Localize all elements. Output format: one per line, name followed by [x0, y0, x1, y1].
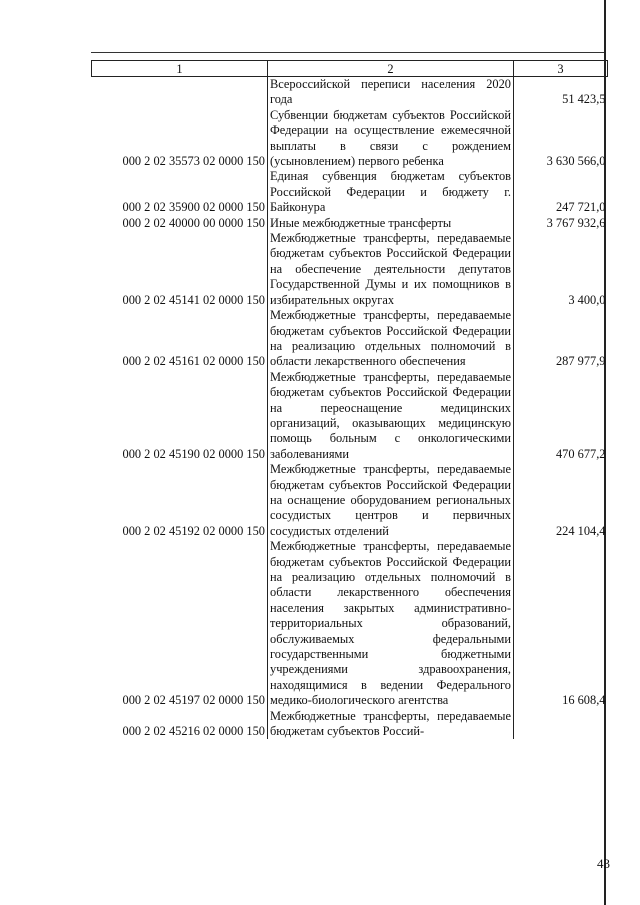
row-name: Иные межбюджетные трансферты: [268, 216, 514, 231]
table-row: [92, 231, 608, 308]
row-code: [92, 77, 268, 108]
table-row: [92, 709, 608, 740]
row-amount: 247 721,0: [555, 200, 606, 215]
table-row: [92, 308, 608, 370]
row-code: 000 2 02 35900 02 0000 150: [122, 200, 265, 215]
column-header-amount: 3: [514, 61, 608, 77]
row-amount: 3 767 932,6: [546, 215, 606, 230]
table-row: [92, 169, 608, 215]
table-row: [92, 539, 608, 708]
row-code: 000 2 02 45192 02 0000 150: [122, 523, 265, 538]
page-number: 43: [597, 856, 610, 871]
row-code: 000 2 02 45190 02 0000 150: [122, 446, 265, 461]
row-amount: [514, 709, 608, 740]
row-amount: 3 400,0: [568, 292, 606, 307]
table-row: [92, 462, 608, 539]
row-name: Межбюджетные трансферты, передаваемые бюджетам субъектов Российской Федерации на оснащение оборудованием региональных сосудистых центров и первичных сосудистых отделений: [268, 462, 514, 539]
row-amount: 470 677,2: [555, 446, 606, 461]
row-code: 000 2 02 45197 02 0000 150: [122, 693, 265, 708]
row-amount: 16 608,4: [562, 693, 606, 708]
row-amount: 3 630 566,0: [546, 154, 606, 169]
row-code: 000 2 02 40000 00 0000 150: [122, 215, 265, 230]
table-row: [92, 108, 608, 170]
row-amount: 287 977,9: [555, 354, 606, 369]
table-header-row: [92, 61, 608, 77]
row-name: Межбюджетные трансферты, передаваемые бюджетам субъектов Российской Федерации на реализацию отдельных полномочий в области лекарственного обеспечения населения закрытых административно-территориальных образований, обслуживаемых федеральными государственными бюджетными учреждениями здравоохранения, находящимися в ведении Федерального медико-биологического агентства: [268, 539, 514, 708]
column-header-name: 2: [268, 61, 514, 77]
row-amount: 51 423,5: [562, 92, 606, 107]
row-name: Межбюджетные трансферты, передаваемые бюджетам субъектов Россий-: [268, 709, 514, 740]
page-top-rule: [91, 52, 606, 53]
row-amount: 224 104,4: [555, 523, 606, 538]
row-name: Единая субвенция бюджетам субъектов Российской Федерации и бюджету г. Байконура: [268, 169, 514, 215]
column-header-code: 1: [92, 61, 268, 77]
table-body: [92, 77, 608, 740]
budget-table: [91, 60, 608, 739]
row-name: Межбюджетные трансферты, передаваемые бюджетам субъектов Российской Федерации на переоснащение медицинских организаций, оказывающих медицинскую помощь больным с онкологическими заболеваниями: [268, 370, 514, 462]
row-code: 000 2 02 45216 02 0000 150: [122, 724, 265, 739]
row-code: 000 2 02 35573 02 0000 150: [122, 154, 265, 169]
row-code: 000 2 02 45141 02 0000 150: [122, 292, 265, 307]
row-name: Межбюджетные трансферты, передаваемые бюджетам субъектов Российской Федерации на обеспечение деятельности депутатов Государственной Думы и их помощников в избирательных округах: [268, 231, 514, 308]
row-name: Межбюджетные трансферты, передаваемые бюджетам субъектов Российской Федерации на реализацию отдельных полномочий в области лекарственного обеспечения: [268, 308, 514, 370]
table-row: [92, 370, 608, 462]
row-name: Субвенции бюджетам субъектов Российской Федерации на осуществление ежемесячной выплаты в связи с рождением (усыновлением) первого ребенка: [268, 108, 514, 170]
row-name: Всероссийской переписи населения 2020 года: [268, 77, 514, 108]
row-code: 000 2 02 45161 02 0000 150: [122, 354, 265, 369]
table-row: [92, 77, 608, 108]
table-row: [92, 216, 608, 231]
